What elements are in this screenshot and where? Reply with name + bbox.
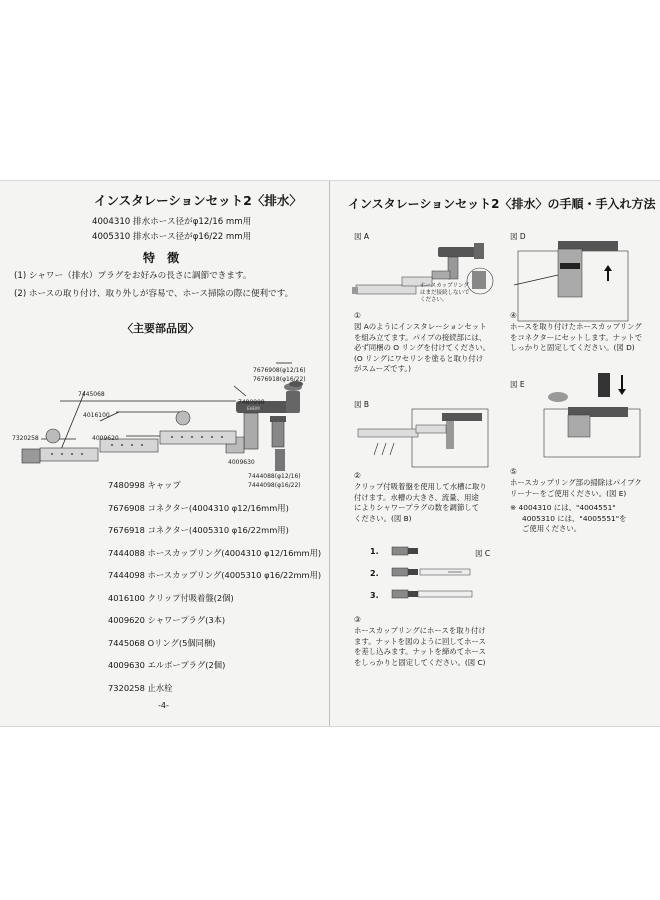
parts-list-item: 7676918 コネクター(4005310 φ16/22mm用) <box>108 525 289 535</box>
parts-list-item: 7444088 ホースカップリング(4004310 φ12/16mm用) <box>108 547 322 558</box>
figure-b-label: 図 B <box>354 400 370 409</box>
figure-a-note-line: はまだ接続しないで <box>420 290 470 296</box>
step-1-line: を組み立てます。パイプの接続部には、 <box>354 332 487 342</box>
step-1-line: 必ず同梱の O リングを付けてください。 <box>354 343 491 353</box>
parts-list-item: 7444098 ホースカップリング(4005310 φ16/22mm用) <box>108 570 322 580</box>
model-line-2: 4005310 排水ホース径がφ16/22 mm用 <box>92 232 252 242</box>
parts-list-item: 7676908 コネクター(4004310 φ12/16mm用) <box>108 502 289 513</box>
parts-diagram <box>0 321 330 491</box>
parts-list-item: 7445068 Oリング(5個同梱) <box>108 637 216 648</box>
remark-line: ご使用ください。 <box>522 524 582 534</box>
step-3-number: ③ <box>354 615 361 624</box>
parts-list-item: 7320258 止水栓 <box>108 682 173 693</box>
figure-e-illustration <box>514 373 644 458</box>
step-5-number: ⑤ <box>510 467 517 476</box>
step-3-line: をしっかりと固定してください。(図 C) <box>354 657 486 667</box>
step-3-line: ホースカップリングにホースを取り付け <box>354 626 486 635</box>
model-line-1: 4004310 排水ホース径がφ12/16 mm用 <box>92 217 252 227</box>
figure-a-note-line: ホースカップリング <box>420 283 469 289</box>
remark-line: ※ 4004310 には、"4004551" <box>510 503 616 512</box>
figure-e-label: 図 E <box>510 380 525 389</box>
step-4-text <box>510 322 642 354</box>
figure-a-note-line: ください。 <box>420 297 448 303</box>
features-heading: 特 徴 <box>143 251 184 265</box>
step-2-text <box>354 482 487 524</box>
right-page <box>330 181 660 726</box>
feature-1: (1) シャワー（排水）プラグをお好みの長さに調節できます。 <box>14 271 252 281</box>
figure-b-illustration <box>352 409 492 469</box>
parts-list <box>108 479 328 704</box>
step-5-line: ホースカップリング部の掃除はパイプク <box>510 478 642 487</box>
step-3-text <box>354 626 486 668</box>
figure-c-label: 図 C <box>475 549 491 558</box>
right-page-title: インスタレーションセット2〈排水〉の手順・手入れ方法 <box>348 197 656 211</box>
step-4-line: をコネクターにセットします。ナットで <box>510 332 643 342</box>
figure-a-label: 図 A <box>354 232 370 241</box>
feature-2: (2) ホースの取り付け、取り外しが容易で、ホース掃除の際に便利です。 <box>14 289 294 299</box>
part-number-4009620: 4009620 <box>92 435 119 442</box>
step-2-line: によりシャワープラグの数を調節して <box>354 503 480 513</box>
step-4-line: ホースを取り付けたホースカップリング <box>510 322 642 331</box>
step-3-line: を差し込みます。ナットを締めてホース <box>354 647 486 657</box>
remark-line: 4005310 には、"4005551"を <box>522 513 627 523</box>
figure-d-label: 図 D <box>510 232 526 241</box>
step-2-line: ください。(図 B) <box>354 513 412 523</box>
step-1-number: ① <box>354 311 361 320</box>
manual-spread <box>0 180 660 727</box>
figure-c-illustration <box>392 545 492 605</box>
step-4-line: しっかりと固定してください。(図 D) <box>510 343 635 353</box>
figure-c-step-2: 2. <box>370 569 379 578</box>
part-number-7676908: 7676908(φ12/16) <box>253 367 306 374</box>
step-2-line: クリップ付吸着盤を使用して水槽に取り <box>354 482 487 491</box>
step-1-line: 図 Aのようにインスタレーションセット <box>354 322 487 331</box>
step-5-line: リーナーをご使用ください。(図 E) <box>510 488 627 498</box>
step-3-line: ます。ナットを図のように回してホース <box>354 636 486 646</box>
svg-text:EHEIM: EHEIM <box>247 406 260 411</box>
page-number: -4- <box>158 701 169 710</box>
step-4-number: ④ <box>510 311 517 320</box>
part-number-7320258: 7320258 <box>12 435 39 442</box>
figure-d-illustration <box>514 241 634 321</box>
figure-a-note <box>420 283 470 304</box>
step-1-line: (O リングにワセリンを塗ると取り付け <box>354 353 484 363</box>
step-5-text <box>510 478 642 499</box>
step-2-number: ② <box>354 471 361 480</box>
figure-c-step-3: 3. <box>370 591 379 600</box>
cleaner-remark <box>510 503 627 535</box>
parts-list-item: 4009620 シャワープラグ(3本) <box>108 615 226 625</box>
part-number-4009630: 4009630 <box>228 459 255 466</box>
left-page <box>0 181 330 726</box>
step-1-line: がスムーズです。) <box>354 364 411 374</box>
part-number-4016100: 4016100 <box>83 412 110 419</box>
step-2-line: 付けます。水槽の大きさ、流量、用途 <box>354 492 479 502</box>
parts-list-item: 4016100 クリップ付吸着盤(2個) <box>108 592 234 603</box>
part-number-7480998: 7480998 <box>238 399 265 406</box>
left-page-title: インスタレーションセット2〈排水〉 <box>94 193 302 208</box>
parts-list-item: 4009630 エルボープラグ(2個) <box>108 660 226 670</box>
parts-heading: 〈主要部品図〉 <box>122 322 199 335</box>
part-number-7676918: 7676918(φ16/22) <box>253 376 306 383</box>
figure-c-step-1: 1. <box>370 547 379 556</box>
parts-list-item: 7480998 キャップ <box>108 480 181 490</box>
part-number-7444098: 7444098(φ16/22) <box>248 482 301 489</box>
part-number-7445068: 7445068 <box>78 391 105 398</box>
part-number-7444088: 7444088(φ12/16) <box>248 473 301 480</box>
figure-a-illustration <box>352 241 502 321</box>
step-1-text <box>354 322 490 375</box>
